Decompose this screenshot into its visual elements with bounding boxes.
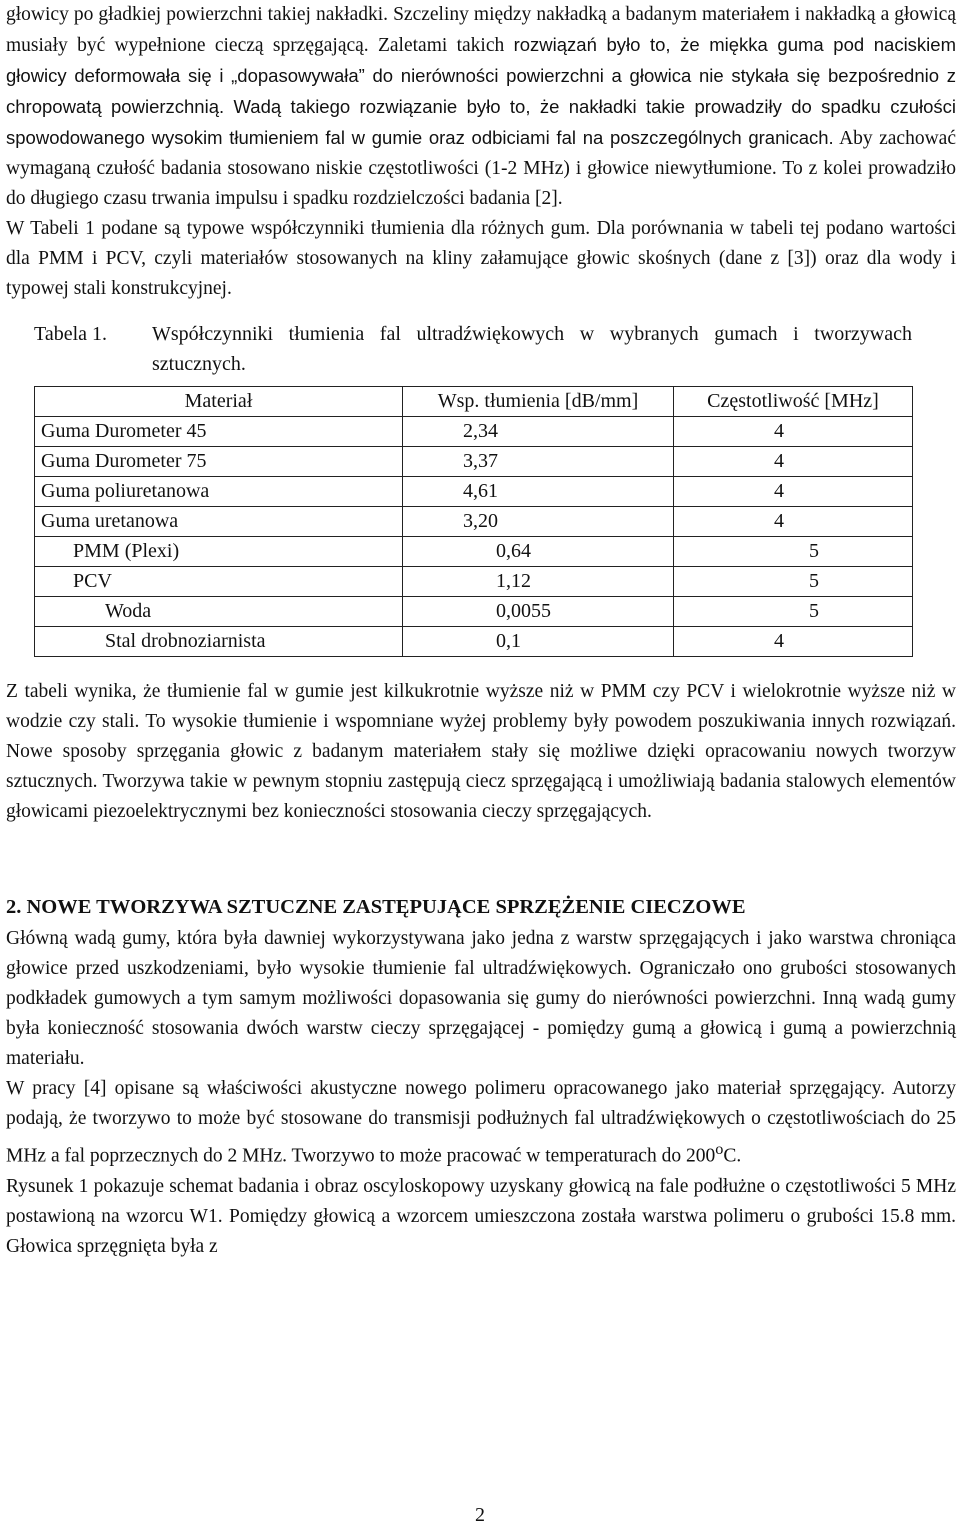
cell-material: Guma uretanowa: [35, 507, 403, 537]
intro-text-serif-b: Aby zachować wymaganą czułość badania stosowano niskie częstotliwości (1-2 MHz) i głowice niewytłumione. To z kolei prowadziło do długiego czasu trwania impulsu i spadku rozdzielczości badania [2].: [6, 128, 956, 209]
cell-attenuation: 0,0055: [403, 597, 674, 627]
table-reference-paragraph: W Tabeli 1 podane są typowe współczynniki tłumienia dla różnych gum. Dla porównania w tabeli tej podano wartości dla PMM i PCV, czyli materiałów stosowanych na kliny załamujące głowic skośnych (dane z [3]) oraz dla wody i typowej stali konstrukcyjnej.: [6, 218, 956, 299]
table-row: [35, 597, 913, 627]
cell-frequency: 5: [674, 597, 913, 627]
table-conclusion-paragraph: Z tabeli wynika, że tłumienie fal w gumie jest kilkukrotnie wyższe niż w PMM czy PCV i wielokrotnie wyższe niż w wodzie czy stali. To wysokie tłumienie i wspomniane wyżej problemy były powodem poszukiwania innych rozwiązań. Nowe sposoby sprzęgania głowic z badanym materiałem stały się możliwe dzięki opracowaniu nowych tworzyw sztucznych. Tworzywa takie w pewnym stopniu zastępują ciecz sprzęgającą i umożliwiają badania stalowych elementów głowicami piezoelektrycznymi bez konieczności stosowania cieczy sprzęgających.: [6, 681, 956, 822]
page-number: 2: [475, 1504, 485, 1526]
section-paragraph-polymer: [6, 1074, 956, 1172]
cell-material: Guma poliuretanowa: [35, 477, 403, 507]
table-row: [35, 537, 913, 567]
header-attenuation: Wsp. tłumienia [dB/mm]: [403, 387, 674, 417]
section-heading: 2. NOWE TWORZYWA SZTUCZNE ZASTĘPUJĄCE SPRZĘŻENIE CIECZOWE: [6, 896, 746, 918]
cell-material: Guma Durometer 45: [35, 417, 403, 447]
cell-attenuation: 0,1: [403, 627, 674, 657]
table-row: [35, 477, 913, 507]
cell-material: Guma Durometer 75: [35, 447, 403, 477]
cell-attenuation: 3,37: [403, 447, 674, 477]
header-frequency: Częstotliwość [MHz]: [674, 387, 913, 417]
intro-paragraph: [6, 0, 956, 214]
cell-attenuation: 2,34: [403, 417, 674, 447]
intro-text-sans: rozwiązań było to, że miękka guma pod naciskiem głowicy deformowała się i „dopasowywała” do nierówności powierzchni a głowica nie stykała się bezpośrednio z chropowatą powierzchnią. Wadą takiego rozwiązanie było to, że nakładki takie prowadziły do spadku czułości spowodowanego wysokim tłumieniem fal w gumie oraz odbiciami fal na poszczególnych granicach.: [6, 34, 956, 148]
cell-material: PMM (Plexi): [35, 537, 403, 567]
cell-attenuation: 1,12: [403, 567, 674, 597]
table-header-row: [35, 387, 913, 417]
intro-text-serif-a: głowicy po gładkiej powierzchni takiej nakładki. Szczeliny między nakładką a badanym materiałem i nakładką a głowicą musiały być wypełnione cieczą sprzęgającą. Zaletami takich: [6, 4, 956, 56]
table-row: [35, 567, 913, 597]
attenuation-table: [34, 386, 913, 657]
cell-material: Woda: [35, 597, 403, 627]
cell-attenuation: 0,64: [403, 537, 674, 567]
section-paragraph-figure: Rysunek 1 pokazuje schemat badania i obraz oscyloskopowy uzyskany głowicą na fale podłużne o częstotliwości 5 MHz postawioną na wzorcu W1. Pomiędzy głowicą a wzorcem umieszczona została warstwa polimeru o grubości 15.8 mm. Głowica sprzęgnięta była z: [6, 1175, 956, 1257]
degree-superscript: o: [715, 1140, 724, 1158]
document-page: [6, 0, 956, 1262]
section-paragraph-rubber: Główną wadą gumy, która była dawniej wykorzystywana jako jedna z warstw sprzęgających i jako warstwa chroniąca głowice przed uszkodzeniami, było wysokie tłumienie fal ultradźwiękowych. Ograniczało ono grubości stosowanych podkładek gumowych a tym samym możliwości dopasowania się gumy do nierówności powierzchni. Inną wadą gumy była konieczność stosowania dwóch warstw cieczy sprzęgającej - pomiędzy gumą a głowicą i gumą a powierzchnią materiału.: [6, 928, 956, 1069]
cell-frequency: 5: [674, 567, 913, 597]
header-material: Materiał: [35, 387, 403, 417]
table-row: [35, 507, 913, 537]
table-caption-number: Tabela 1.: [34, 323, 108, 345]
polymer-text-end: C.: [723, 1145, 742, 1167]
cell-frequency: 4: [674, 477, 913, 507]
table-caption: [34, 319, 956, 379]
cell-frequency: 4: [674, 627, 913, 657]
cell-frequency: 4: [674, 507, 913, 537]
cell-attenuation: 4,61: [403, 477, 674, 507]
cell-attenuation: 3,20: [403, 507, 674, 537]
cell-frequency: 4: [674, 417, 913, 447]
table-caption-text: Współczynniki tłumienia fal ultradźwiękowych w wybranych gumach i tworzywach sztucznych.: [152, 323, 912, 375]
table-row: [35, 627, 913, 657]
cell-frequency: 4: [674, 447, 913, 477]
table-row: [35, 447, 913, 477]
table-row: [35, 417, 913, 447]
cell-frequency: 5: [674, 537, 913, 567]
polymer-text: W pracy [4] opisane są właściwości akustyczne nowego polimeru opracowanego jako materiał sprzęgający. Autorzy podają, że tworzywo to może być stosowane do transmisji podłużnych fal ultradźwiękowych o częstotliwościach do 25 MHz a fal poprzecznych do 2 MHz. Tworzywo to może pracować w temperaturach do 200: [6, 1078, 956, 1167]
cell-material: Stal drobnoziarnista: [35, 627, 403, 657]
cell-material: PCV: [35, 567, 403, 597]
